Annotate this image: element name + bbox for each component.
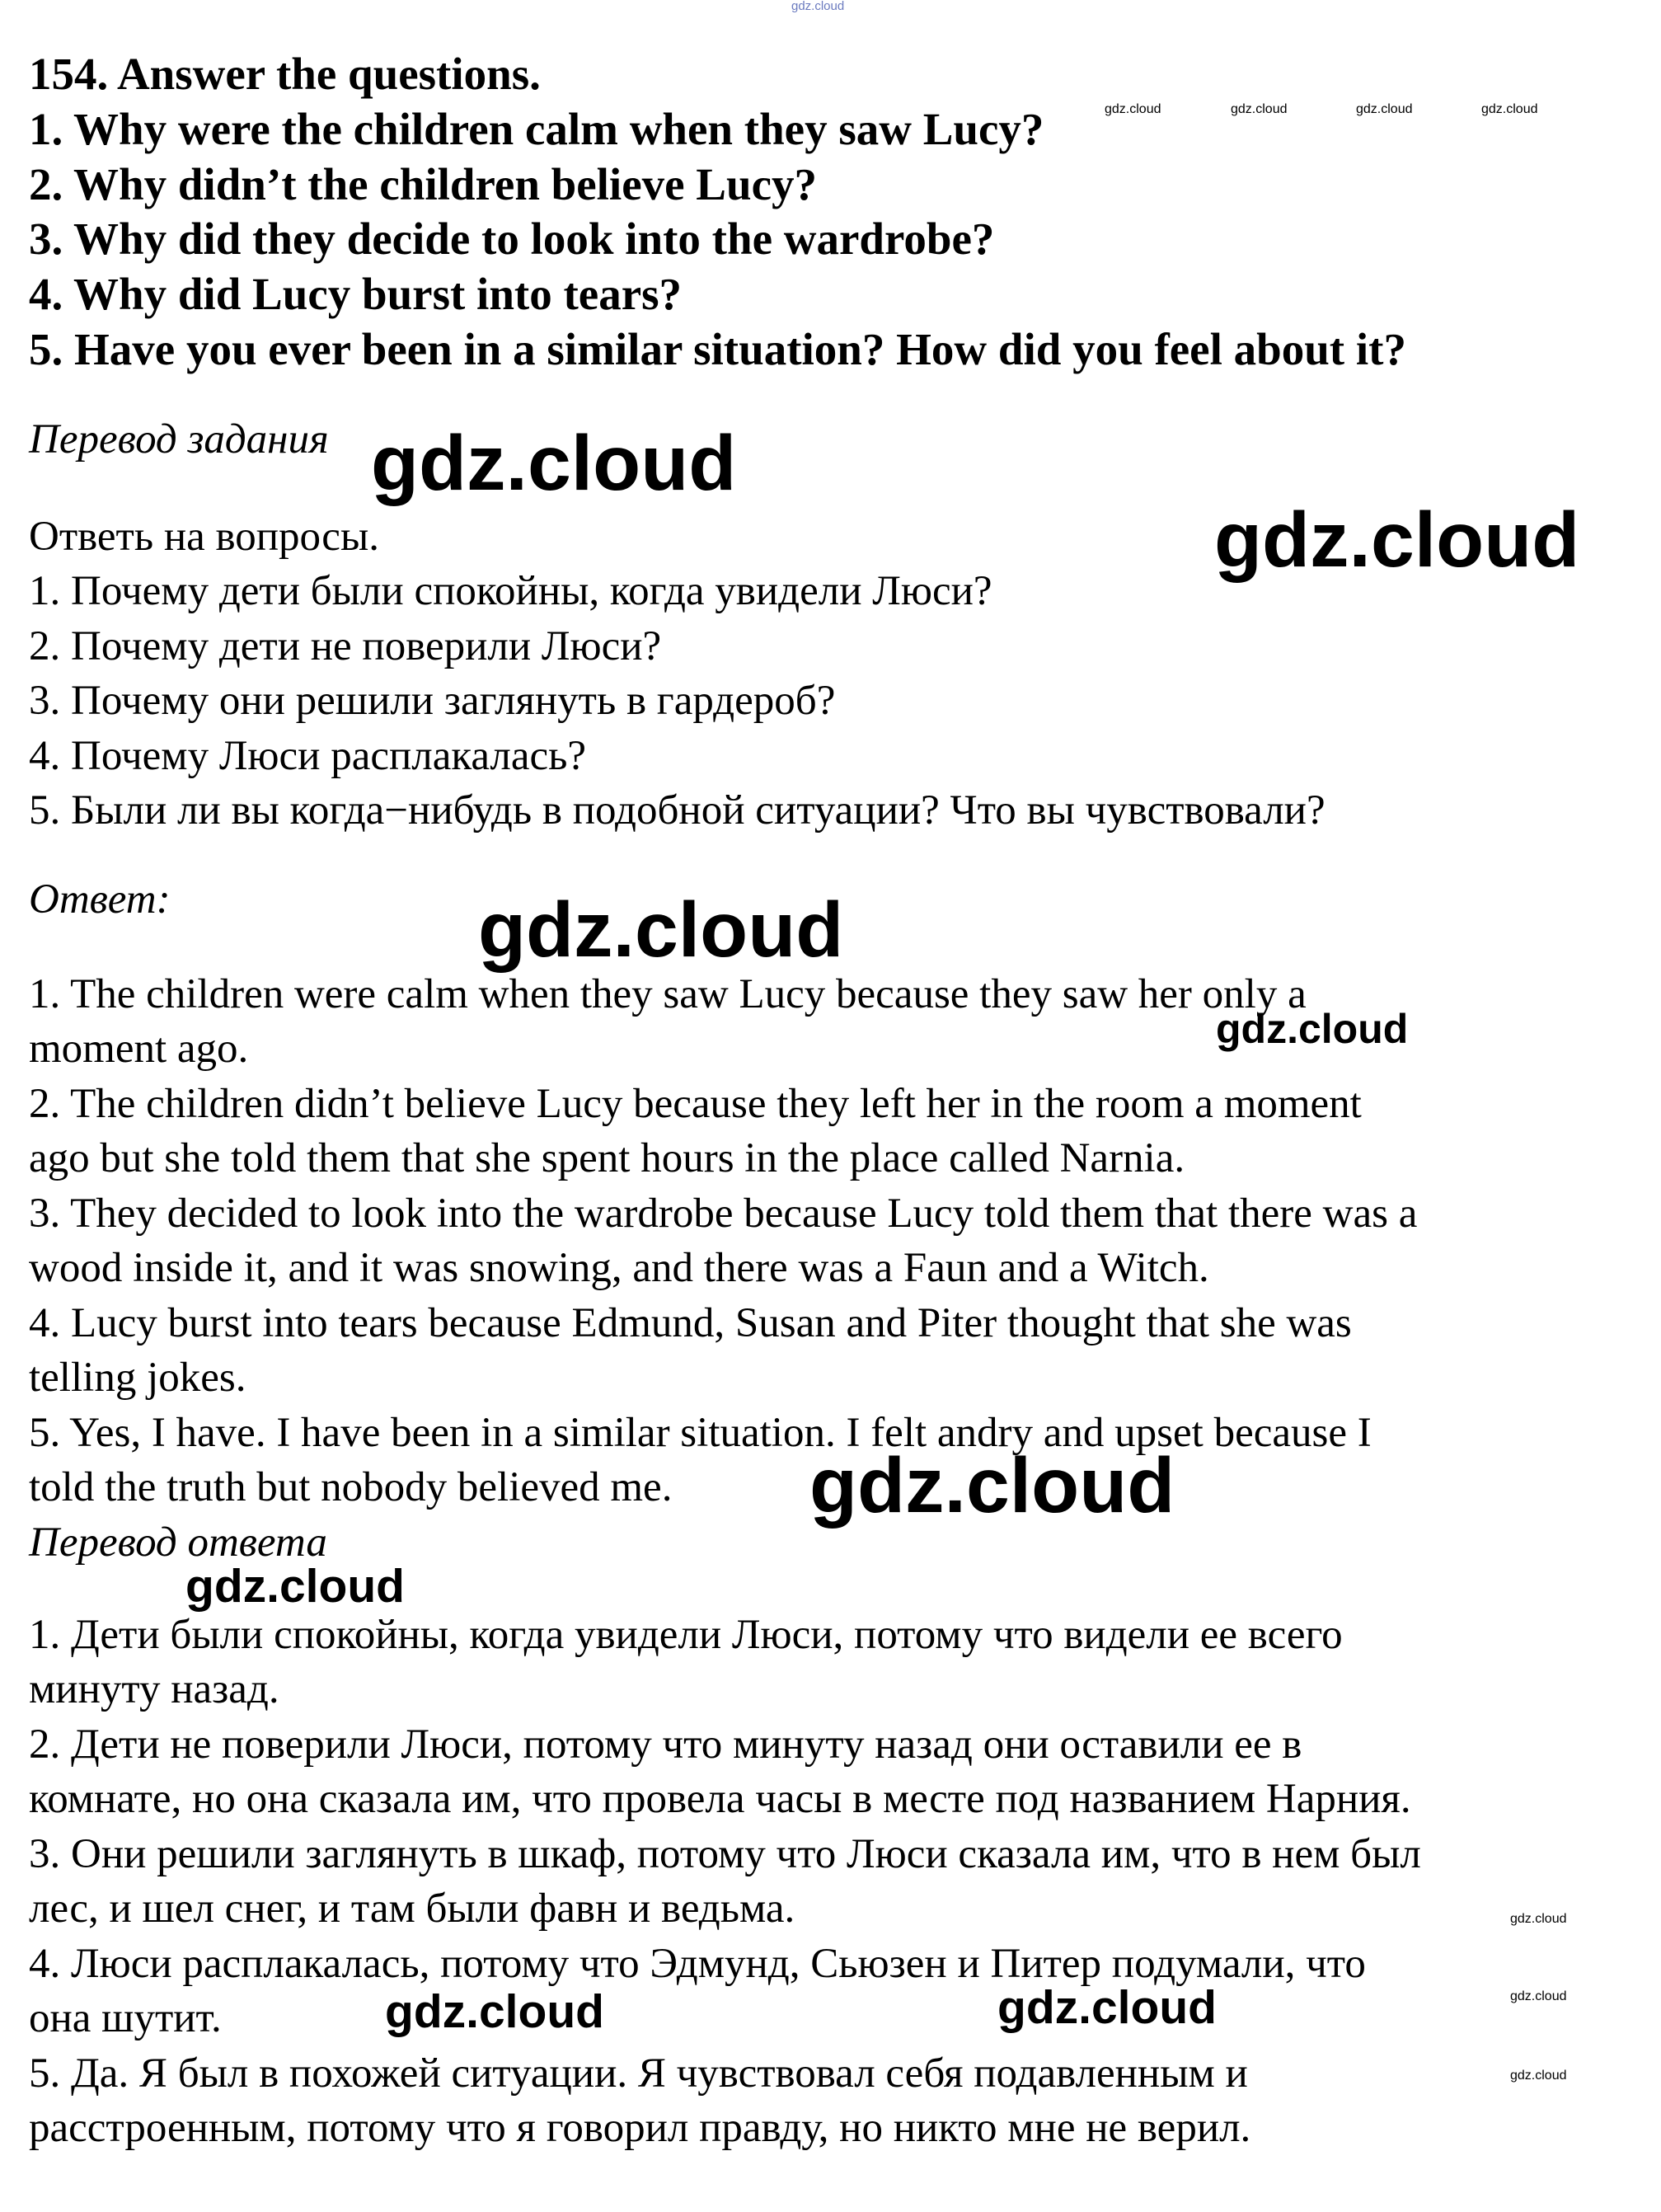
answer-line: 5. Yes, I have. I have been in a similar situation. I felt andry and upset because I xyxy=(29,1410,1372,1456)
watermark: gdz.cloud xyxy=(1231,102,1288,116)
translated-question-2: 2. Почему дети не поверили Люси? xyxy=(29,623,662,669)
translated-answer-line: 1. Дети были спокойны, когда увидели Люси, потому что видели ее всего xyxy=(29,1612,1343,1658)
task-translation-title: Ответь на вопросы. xyxy=(29,514,379,560)
translated-answer-line: 2. Дети не поверили Люси, потому что минуту назад они оставили ее в xyxy=(29,1721,1302,1768)
translated-answer-line: лес, и шел снег, и там были фавн и ведьма. xyxy=(29,1886,795,1932)
task-translation-heading: Перевод задания xyxy=(29,416,329,463)
answer-line: told the truth but nobody believed me. xyxy=(29,1464,673,1510)
watermark: gdz.cloud xyxy=(478,886,844,974)
translated-answer-line: 4. Люси расплакалась, потому что Эдмунд, Сьюзен и Питер подумали, что xyxy=(29,1941,1366,1987)
watermark: gdz.cloud xyxy=(385,1985,604,2038)
watermark: gdz.cloud xyxy=(997,1981,1217,2034)
translated-answer-line: минуту назад. xyxy=(29,1666,279,1712)
question-3: 3. Why did they decide to look into the wardrobe? xyxy=(29,214,995,264)
task-title: 154. Answer the questions. xyxy=(29,49,541,99)
translated-question-1: 1. Почему дети были спокойны, когда увидели Люси? xyxy=(29,568,992,614)
watermark: gdz.cloud xyxy=(1216,1006,1409,1052)
answer-line: ago but she told them that she spent hours in the place called Narnia. xyxy=(29,1135,1185,1181)
watermark: gdz.cloud xyxy=(1510,1989,1567,2003)
answer-line: telling jokes. xyxy=(29,1355,246,1401)
watermark: gdz.cloud xyxy=(1214,496,1580,584)
watermark: gdz.cloud xyxy=(1105,102,1161,116)
watermark: gdz.cloud xyxy=(1356,102,1413,116)
answer-heading: Ответ: xyxy=(29,876,171,923)
watermark: gdz.cloud xyxy=(371,420,737,507)
translated-question-4: 4. Почему Люси расплакалась? xyxy=(29,733,587,779)
answer-line: 3. They decided to look into the wardrobe because Lucy told them that there was a xyxy=(29,1191,1418,1237)
watermark: gdz.cloud xyxy=(791,0,845,13)
watermark: gdz.cloud xyxy=(1510,1912,1567,1926)
translated-question-5: 5. Были ли вы когда−нибудь в подобной ситуации? Что вы чувствовали? xyxy=(29,787,1326,834)
question-5: 5. Have you ever been in a similar situation? How did you feel about it? xyxy=(29,324,1406,374)
watermark: gdz.cloud xyxy=(809,1442,1175,1529)
question-1: 1. Why were the children calm when they saw Lucy? xyxy=(29,104,1044,154)
watermark: gdz.cloud xyxy=(1510,2069,1567,2083)
translated-answer-line: комнате, но она сказала им, что провела часы в месте под названием Нарния. xyxy=(29,1776,1411,1822)
question-2: 2. Why didn’t the children believe Lucy? xyxy=(29,159,817,209)
answer-line: 4. Lucy burst into tears because Edmund, Susan and Piter thought that she was xyxy=(29,1300,1352,1346)
translated-answer-line: 5. Да. Я был в похожей ситуации. Я чувствовал себя подавленным и xyxy=(29,2050,1248,2097)
watermark: gdz.cloud xyxy=(1481,102,1538,116)
translated-question-3: 3. Почему они решили заглянуть в гардероб? xyxy=(29,678,836,724)
answer-line: moment ago. xyxy=(29,1026,249,1072)
answer-line: 1. The children were calm when they saw Lucy because they saw her only a xyxy=(29,971,1307,1017)
translated-answer-line: она шутит. xyxy=(29,1995,222,2041)
answer-translation-heading: Перевод ответа xyxy=(29,1519,327,1566)
translated-answer-line: 3. Они решили заглянуть в шкаф, потому что Люси сказала им, что в нем был xyxy=(29,1831,1421,1877)
watermark: gdz.cloud xyxy=(185,1560,405,1613)
answer-line: 2. The children didn’t believe Lucy because they left her in the room a moment xyxy=(29,1081,1362,1127)
question-4: 4. Why did Lucy burst into tears? xyxy=(29,269,683,319)
answer-line: wood inside it, and it was snowing, and there was a Faun and a Witch. xyxy=(29,1245,1209,1291)
translated-answer-line: расстроенным, потому что я говорил правду, но никто мне не верил. xyxy=(29,2105,1251,2151)
